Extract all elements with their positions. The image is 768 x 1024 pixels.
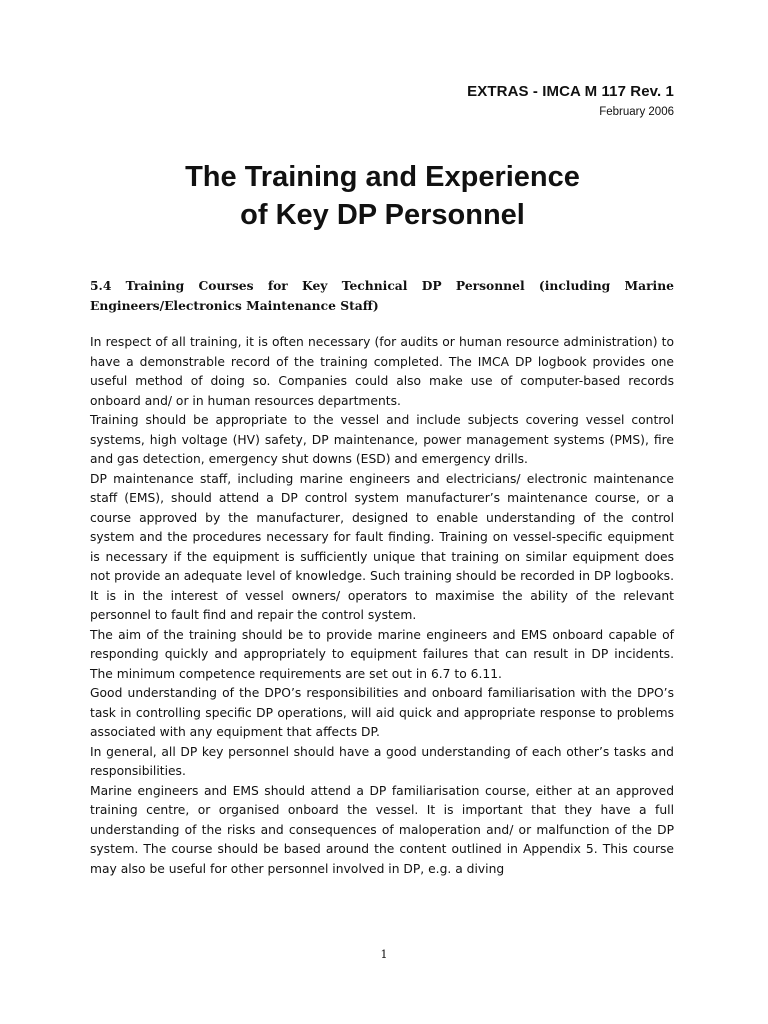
document-date: February 2006 <box>599 106 674 118</box>
title-line-1: The Training and Experience <box>185 161 580 193</box>
paragraph: In respect of all training, it is often necessary (for audits or human resource administration) to have a demonstrable record of the training completed. The IMCA DP logbook provides one useful method of doing so. Companies could also make use of computer-based records onboard and/ or in human resources departments. <box>90 335 674 408</box>
paragraph: Training should be appropriate to the vessel and include subjects covering vessel control systems, high voltage (HV) safety, DP maintenance, power management systems (PMS), fire and gas detection, emergency shut downs (ESD) and emergency drills. <box>90 413 674 466</box>
paragraph: The aim of the training should be to provide marine engineers and EMS onboard capable of responding quickly and appropriately to equipment failures that can result in DP incidents. The minimum competence requirements are set out in 6.7 to 6.11. <box>90 627 674 681</box>
paragraph: Marine engineers and EMS should attend a DP familiarisation course, either at an approved training centre, or organised onboard the vessel. It is important that they have a full understanding of the risks and consequences of maloperation and/ or malfunction of the DP system. The course should be based around the content outlined in Appendix 5. This course may also be useful for other personnel involved in DP, e.g. a diving <box>90 783 674 876</box>
section-body <box>90 333 674 879</box>
document-title <box>90 158 675 234</box>
document-reference: EXTRAS - IMCA M 117 Rev. 1 <box>467 83 674 100</box>
paragraph: In general, all DP key personnel should have a good understanding of each other’s tasks and responsibilities. <box>90 744 674 778</box>
paragraph: DP maintenance staff, including marine engineers and electricians/ electronic maintenance staff (EMS), should attend a DP control system manufacturer’s maintenance course, or a course approved by the manufacturer, designed to enable understanding of the control system and the procedures necessary for fault finding. Training on vessel-specific equipment is necessary if the equipment is sufficiently unique that training on similar equipment does not provide an adequate level of knowledge. Such training should be recorded in DP logbooks. It is in the interest of vessel owners/ operators to maximise the ability of the relevant personnel to fault find and repair the control system. <box>90 471 674 622</box>
section-heading: 5.4 Training Courses for Key Technical DP Personnel (including Marine Engineers/Electronics Maintenance Staff) <box>90 278 674 313</box>
page-number: 1 <box>380 948 388 961</box>
title-line-2: of Key DP Personnel <box>240 199 525 231</box>
paragraph: Good understanding of the DPO’s responsibilities and onboard familiarisation with the DPO’s task in controlling specific DP operations, will aid quick and appropriate response to problems associated with any equipment that affects DP. <box>90 686 674 739</box>
